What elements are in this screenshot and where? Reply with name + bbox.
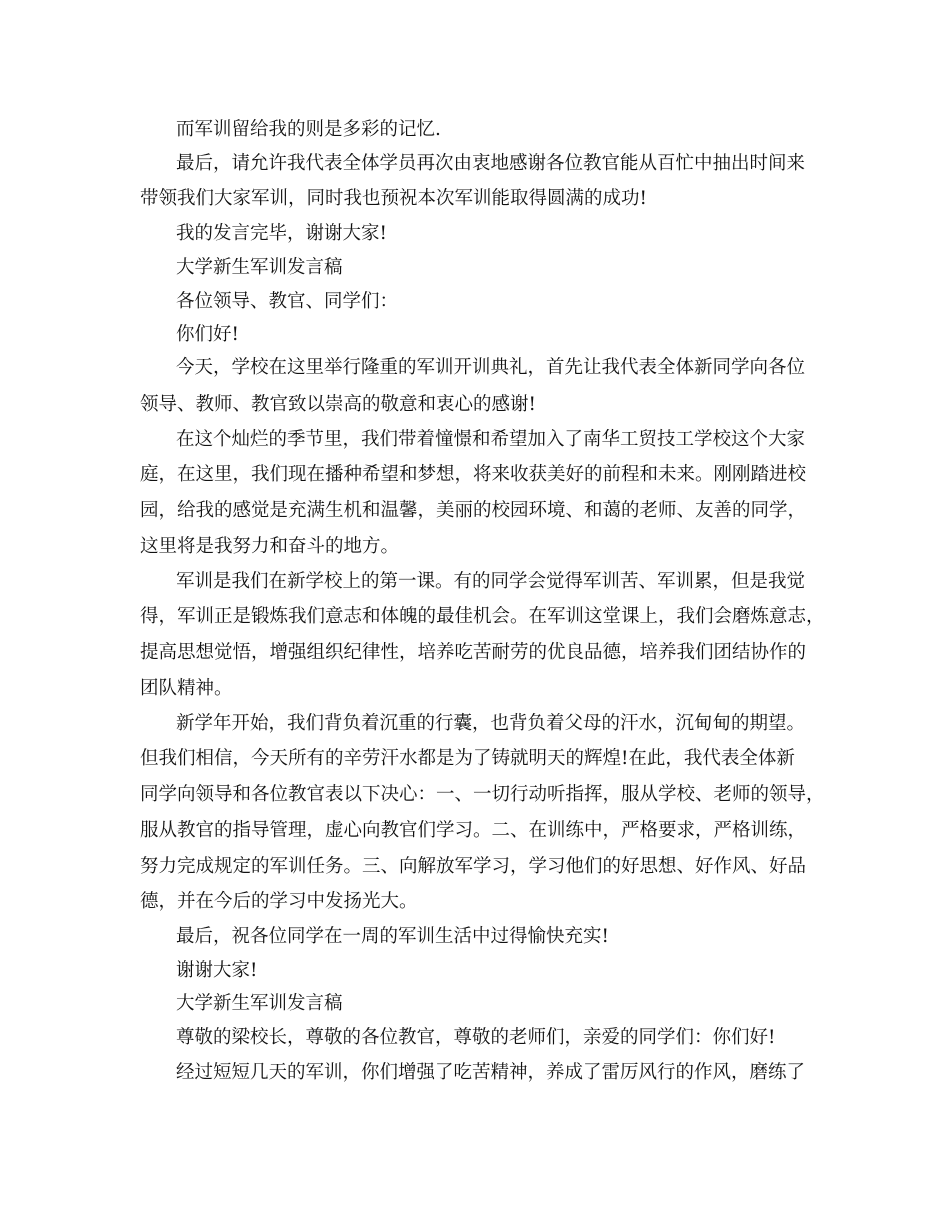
text-line: 团队精神。 — [140, 678, 233, 699]
text-line: 我的发言完毕，谢谢大家! — [176, 223, 387, 244]
text-line: 最后，请允许我代表全体学员再次由衷地感谢各位教官能从百忙中抽出时间来 — [176, 153, 806, 174]
text-line: 谢谢大家! — [176, 960, 258, 981]
text-line: 努力完成规定的军训任务。三、向解放军学习，学习他们的好思想、好作风、好品 — [140, 856, 807, 877]
text-line: 同学向领导和各位教官表以下决心：一、一切行动听指挥，服从学校、老师的领导， — [140, 784, 825, 805]
text-line: 尊敬的梁校长，尊敬的各位教官，尊敬的老师们，亲爱的同学们：你们好! — [176, 1027, 776, 1048]
text-line: 提高思想觉悟，增强组织纪律性，培养吃苦耐劳的优良品德，培养我们团结协作的 — [140, 642, 807, 663]
text-line: 在这个灿烂的季节里，我们带着憧憬和希望加入了南华工贸技工学校这个大家 — [176, 429, 806, 450]
text-line: 得，军训正是锻炼我们意志和体魄的最佳机会。在军训这堂课上，我们会磨炼意志， — [140, 606, 825, 627]
text-line: 今天，学校在这里举行隆重的军训开训典礼，首先让我代表全体新同学向各位 — [176, 357, 806, 378]
text-line: 经过短短几天的军训，你们增强了吃苦精神，养成了雷厉风行的作风，磨练了 — [176, 1062, 806, 1083]
text-line: 德，并在今后的学习中发扬光大。 — [140, 891, 418, 912]
text-line: 庭，在这里，我们现在播种希望和梦想，将来收获美好的前程和未来。刚刚踏进校 — [140, 464, 807, 485]
text-line: 大学新生军训发言稿 — [176, 257, 343, 278]
text-line: 你们好! — [176, 324, 239, 345]
text-line: 各位领导、教官、同学们： — [176, 291, 399, 312]
text-line: 园，给我的感觉是充满生机和温馨，美丽的校园环境、和蔼的老师、友善的同学， — [140, 500, 807, 521]
text-line: 而军训留给我的则是多彩的记忆. — [176, 119, 441, 140]
text-line: 军训是我们在新学校上的第一课。有的同学会觉得军训苦、军训累，但是我觉 — [176, 571, 806, 592]
text-line: 领导、教师、教官致以崇高的敬意和衷心的感谢! — [140, 394, 536, 415]
text-line: 这里将是我努力和奋斗的地方。 — [140, 536, 400, 557]
text-line: 新学年开始，我们背负着沉重的行囊，也背负着父母的汗水，沉甸甸的期望。 — [176, 713, 806, 734]
text-line: 但我们相信，今天所有的辛劳汗水都是为了铸就明天的辉煌!在此，我代表全体新 — [140, 748, 795, 769]
text-line: 服从教官的指导管理，虚心向教官们学习。二、在训练中，严格要求，严格训练， — [140, 820, 807, 841]
text-line: 最后，祝各位同学在一周的军训生活中过得愉快充实! — [176, 926, 609, 947]
text-line: 大学新生军训发言稿 — [176, 993, 343, 1014]
text-line: 带领我们大家军训，同时我也预祝本次军训能取得圆满的成功! — [140, 188, 647, 209]
